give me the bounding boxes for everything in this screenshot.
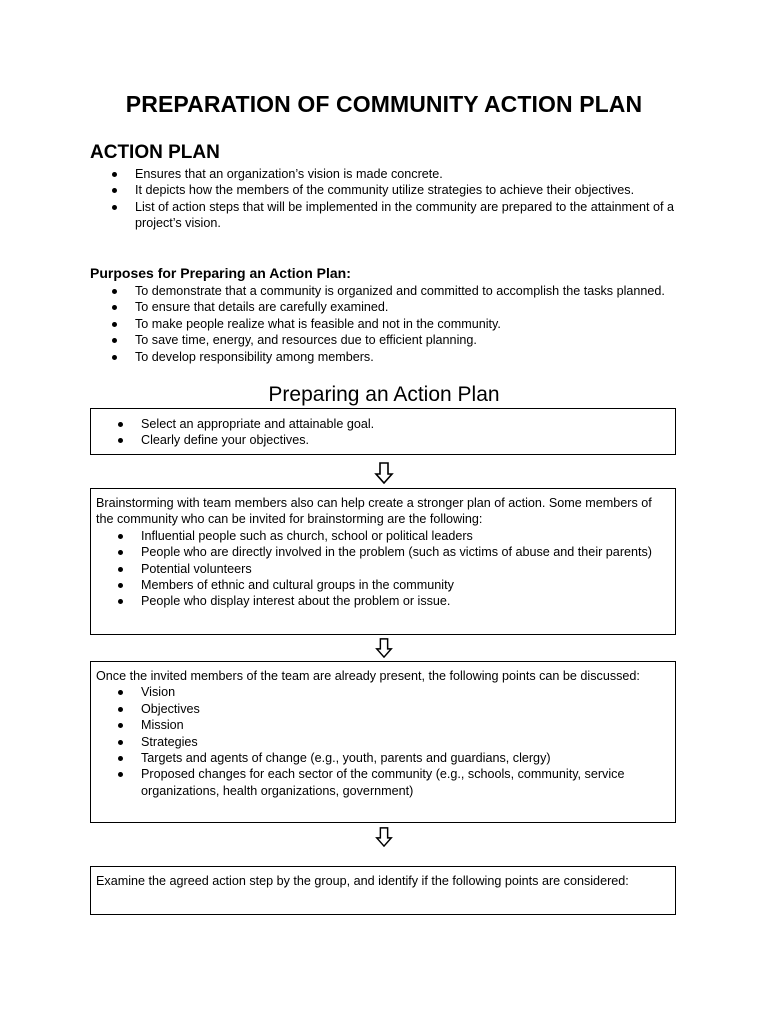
list-item: It depicts how the members of the community utilize strategies to achieve their objectives.	[90, 182, 680, 198]
list-item: Mission	[96, 717, 670, 733]
list-item: To develop responsibility among members.	[90, 349, 680, 365]
goals-list	[96, 416, 670, 449]
list-item: Objectives	[96, 701, 670, 717]
brainstorming-list	[96, 528, 670, 610]
purposes-list	[90, 283, 680, 365]
list-item: Influential people such as church, school or political leaders	[96, 528, 670, 544]
list-item: People who display interest about the problem or issue.	[96, 593, 670, 609]
list-item: To ensure that details are carefully examined.	[90, 299, 680, 315]
list-item: Select an appropriate and attainable goal.	[96, 416, 670, 432]
list-item: Clearly define your objectives.	[96, 432, 670, 448]
discussion-intro: Once the invited members of the team are already present, the following points can be discussed:	[96, 669, 640, 683]
flow-box-examine	[90, 866, 676, 915]
list-item: List of action steps that will be implemented in the community are prepared to the attainment of a project’s vision.	[90, 199, 680, 232]
flow-box-discussion	[90, 661, 676, 823]
action-plan-list	[90, 166, 680, 232]
list-item: Members of ethnic and cultural groups in the community	[96, 577, 670, 593]
list-item: Proposed changes for each sector of the community (e.g., schools, community, service organizations, health organizations, government)	[96, 766, 670, 799]
flow-box-brainstorming	[90, 488, 676, 635]
list-item: Vision	[96, 684, 670, 700]
list-item: To demonstrate that a community is organized and committed to accomplish the tasks planned.	[90, 283, 680, 299]
down-arrow-icon	[374, 638, 394, 658]
purposes-heading: Purposes for Preparing an Action Plan:	[90, 265, 351, 281]
list-item: To make people realize what is feasible and not in the community.	[90, 316, 680, 332]
brainstorming-intro: Brainstorming with team members also can help create a stronger plan of action. Some members of the community who can be invited for brainstorming are the following:	[96, 496, 652, 527]
discussion-list	[96, 684, 670, 799]
action-plan-heading: ACTION PLAN	[90, 142, 220, 163]
down-arrow-icon	[374, 827, 394, 847]
list-item: People who are directly involved in the problem (such as victims of abuse and their parents)	[96, 544, 670, 560]
list-item: Targets and agents of change (e.g., youth, parents and guardians, clergy)	[96, 750, 670, 766]
list-item: To save time, energy, and resources due to efficient planning.	[90, 332, 680, 348]
list-item: Ensures that an organization’s vision is made concrete.	[90, 166, 680, 182]
flow-heading: Preparing an Action Plan	[268, 383, 500, 406]
list-item: Strategies	[96, 734, 670, 750]
list-item: Potential volunteers	[96, 561, 670, 577]
examine-intro: Examine the agreed action step by the group, and identify if the following points are considered:	[96, 874, 629, 888]
page-title: PREPARATION OF COMMUNITY ACTION PLAN	[125, 91, 643, 117]
down-arrow-icon	[374, 462, 394, 484]
flow-box-goals	[90, 408, 676, 455]
